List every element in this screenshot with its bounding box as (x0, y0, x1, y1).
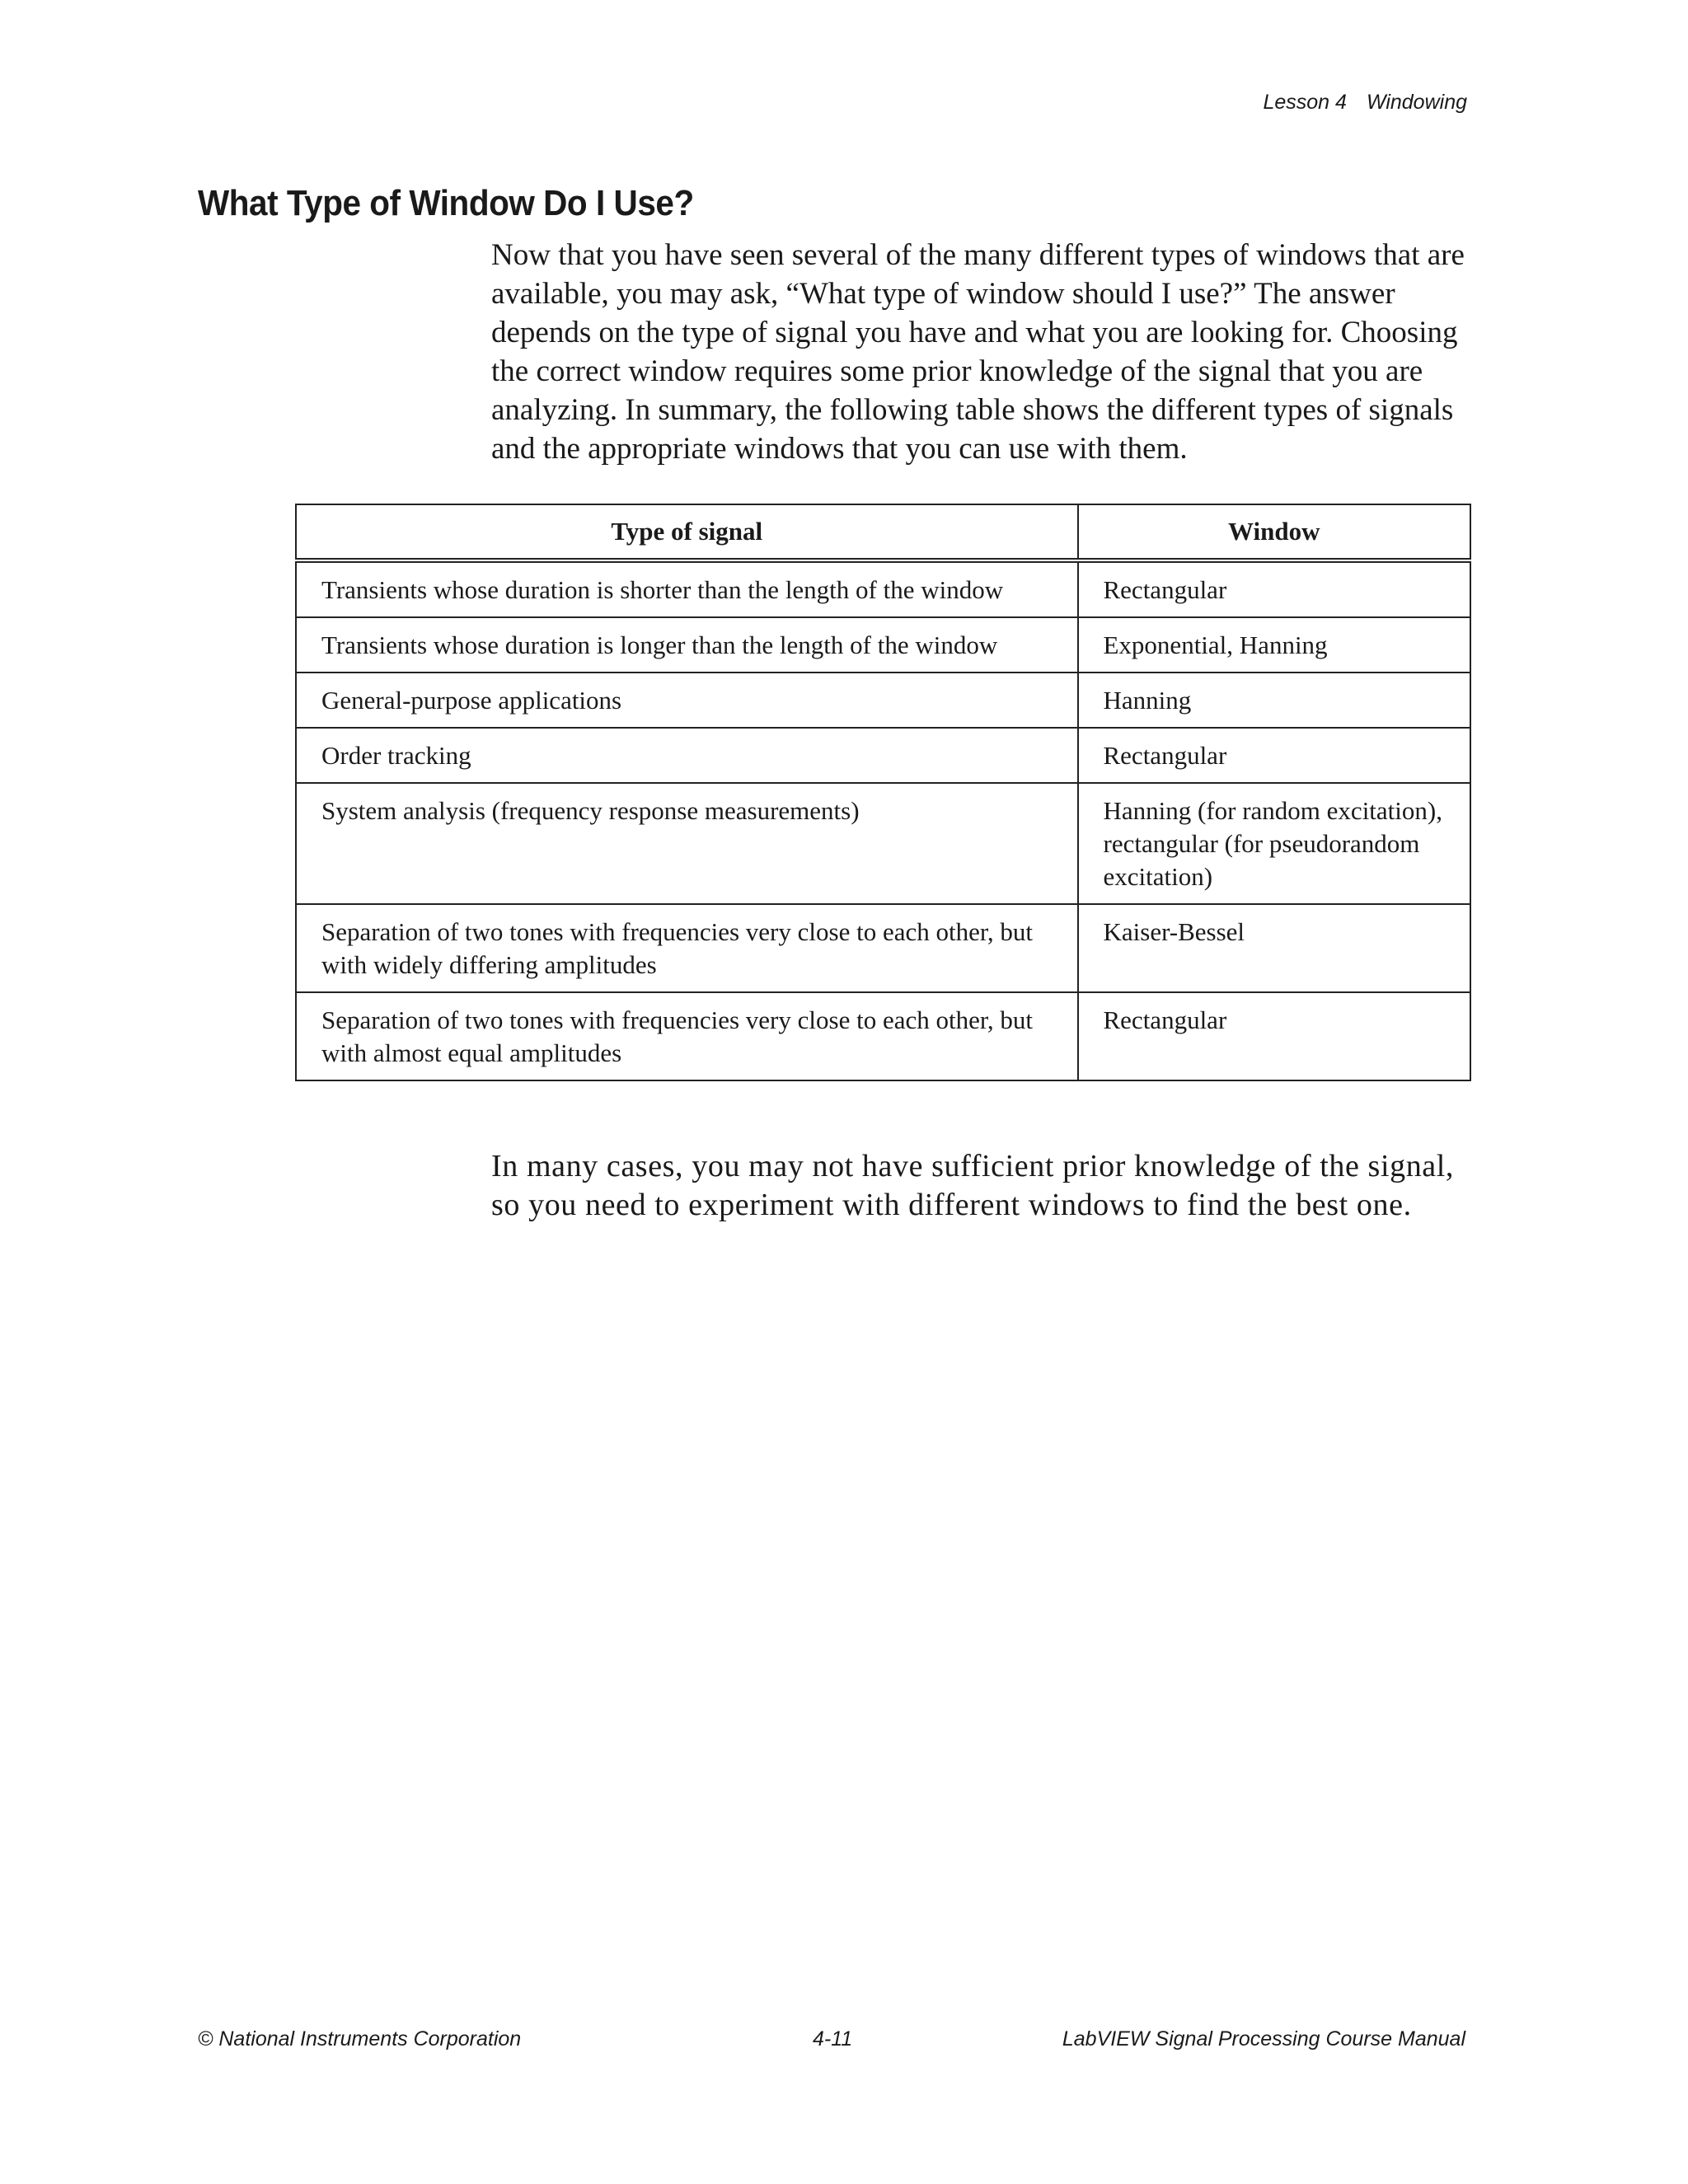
signal-cell: Transients whose duration is longer than the length of the window (296, 617, 1078, 673)
table-header-row (296, 504, 1470, 560)
table-row (296, 673, 1470, 728)
table-row (296, 783, 1470, 904)
intro-paragraph: Now that you have seen several of the many different types of windows that are available, you may ask, “What type of window should I use?” The answer depends on the type of signal you have and what you are looking for. Choosing the correct window requires some prior knowledge of the signal that you are analyzing. In summary, the following table shows the different types of signals and the appropriate windows that you can use with them. (491, 238, 1465, 466)
window-cell: Rectangular (1078, 560, 1471, 617)
column-header-window: Window (1078, 504, 1471, 560)
signal-cell: Order tracking (296, 728, 1078, 783)
window-selection-table (295, 504, 1471, 1081)
signal-cell: Separation of two tones with frequencies very close to each other, but with widely differing amplitudes (296, 904, 1078, 992)
footer-copyright: © National Instruments Corporation (198, 2027, 522, 2050)
window-cell: Hanning (1078, 673, 1471, 728)
window-cell: Kaiser-Bessel (1078, 904, 1471, 992)
table-row (296, 728, 1470, 783)
table-row (296, 560, 1470, 617)
signal-cell: General-purpose applications (296, 673, 1078, 728)
footer-page-number: 4-11 (813, 2027, 853, 2050)
running-header (1263, 91, 1467, 115)
signal-cell: Separation of two tones with frequencies very close to each other, but with almost equal amplitudes (296, 992, 1078, 1080)
signal-cell: System analysis (frequency response measurements) (296, 783, 1078, 904)
closing-paragraph: In many cases, you may not have sufficient prior knowledge of the signal, so you need to experiment with different windows to find the best one. (491, 1149, 1455, 1222)
header-lesson: Lesson 4 (1263, 91, 1347, 114)
footer-manual-title: LabVIEW Signal Processing Course Manual (1062, 2027, 1465, 2050)
window-cell: Hanning (for random excitation), rectangular (for pseudorandom excitation) (1078, 783, 1471, 904)
window-cell: Exponential, Hanning (1078, 617, 1471, 673)
column-header-signal: Type of signal (296, 504, 1078, 560)
table-row (296, 992, 1470, 1080)
table-row (296, 617, 1470, 673)
signal-cell: Transients whose duration is shorter than the length of the window (296, 560, 1078, 617)
table-row (296, 904, 1470, 992)
header-chapter: Windowing (1366, 91, 1467, 114)
section-title: What Type of Window Do I Use? (198, 183, 694, 223)
window-cell: Rectangular (1078, 728, 1471, 783)
window-cell: Rectangular (1078, 992, 1471, 1080)
